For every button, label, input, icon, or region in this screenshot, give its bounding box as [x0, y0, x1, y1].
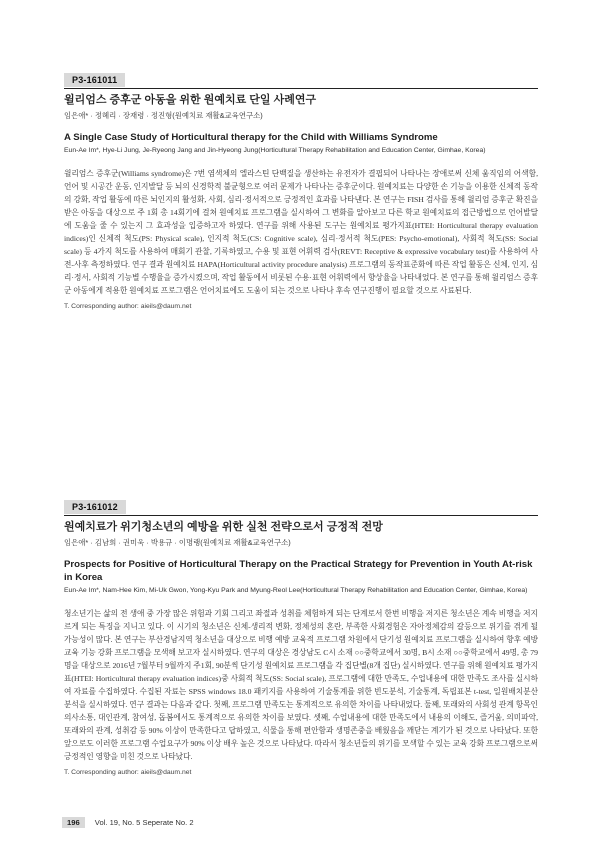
corresponding-author: T. Corresponding author: aieils@daum.net: [64, 303, 192, 310]
abstract-p3-161011: [64, 70, 538, 310]
english-title: Prospects for Positive of Horticultural Therapy on the Practical Strategy for Prevention in Youth At-risk in Korea: [64, 559, 533, 583]
english-authors: Eun-Ae Im*, Hye-Li Jung, Je-Ryeong Jang and Jin-Hyeong Jung(Horticultural Therapy Rehabilitation and Education Center, Gimhae, Korea): [64, 147, 486, 154]
korean-title: 원예치료가 위기청소년의 예방을 위한 실천 전략으로서 긍정적 전망: [64, 521, 383, 533]
abstract-body: 윌리엄스 증후군(Williams syndrome)은 7번 염색체의 엘라스틴 단백질을 생산하는 유전자가 결핍되어 나타나는 장애로써 신체 움직임의 어색함, 언어 및 시공간 운동, 인지발달 등 뇌의 신경학적 불균형으로 여러 문제가 나타나는 증후군이다. 원예치료는 다양한 손 기능을 이용한 신체적 동작의 강화, 작업 활동에 따른 뇌인지의 활성화, 사회, 심리·정서적으로 긍정적인 효과를 나타낸다. 본 연구는 FISH 검사를 통해 윌리엄 증후군 확진을 받은 아동을 대상으로 주 1회 총 14회기에 걸쳐 원예치료 프로그램을 실시하여 그 변화를 알아보고 다른 학교 원예치료의 접근방법으로 언어발달에 도움을 줄 수 있는지 그 효과성을 입증하고자 하였다. 연구를 위해 사용된 도구는 원예치료 평가지표(HTEI: Horticultural therapy evaluation indices)인 신체적 척도(PS: Physical scale), 인지적 척도(CS: Cognitive scale), 심리·정서적 척도(PES: Psycho-emotional), 사회적 척도(SS: Social scale) 등 4가지 척도를 사용하여 매회기 관찰, 기록하였고, 수용 및 표현 어휘력 검사(REVT: Receptive & expressive vocabulary test)를 사용하여 사전-사후 측정하였다. 연구 결과 원예치료 HAPA(Horticultural activity procedure analysis) 프로그램의 동작표준화에 따른 작업 활동은 신체, 인지, 심리·정서, 사회적 기능별 수행율을 증가시켰으며, 작업 활동에서 비롯된 수용·표현 어휘력에서 향상율을 나타내었다. 본 연구를 통해 윌리엄스 증후군 아동에게 적용한 원예치료 프로그램은 언어치료에도 도움이 되는 것으로 나타나 후속 연구진행이 필요할 것으로 사료된다.: [64, 169, 538, 295]
journal-issue: Vol. 19, No. 5 Seperate No. 2: [94, 818, 194, 827]
korean-title: 윌리엄스 증후군 아동을 위한 원예치료 단일 사례연구: [64, 94, 317, 106]
english-title: A Single Case Study of Horticultural therapy for the Child with Williams Syndrome: [64, 132, 438, 143]
page-number: 196: [62, 817, 85, 828]
abstract-id-badge: P3-161012: [64, 500, 126, 514]
korean-authors: 임은애* · 김남희 · 권미욱 · 박용규 · 이명랭(원예치료 재활&교육연구소): [64, 538, 291, 547]
corresponding-author: T. Corresponding author: aieils@daum.net: [64, 769, 192, 776]
abstract-id-badge: P3-161011: [64, 73, 125, 87]
title-rule: [64, 515, 538, 516]
page-footer: [62, 817, 194, 828]
abstract-p3-161012: [64, 497, 538, 776]
abstract-body: 청소년기는 삶의 전 생애 중 가장 많은 위험과 기회 그리고 좌절과 성취를 체험하게 되는 단계로서 한번 비행을 저지른 청소년은 계속 비행을 저지르게 되는 특징을 지니고 있다. 이 시기의 청소년은 신체-생리적 변화, 정체성의 혼란, 부족한 사회경험은 자아정체감의 갈등으로 위기를 겪게 될 가능성이 많다. 본 연구는 부산경남지역 청소년을 대상으로 비행 예방 교육적 프로그램 차원에서 단기성 원예치료 프로그램을 실시하여 향후 예방 교육 기능 강화 프로그램을 모색해 보고자 실시하였다. 연구의 대상은 경상남도 C시 소재 ○○중학교에서 30명, B시 소재 ○○중학교에서 49명, 총 79명을 대상으로 2016년 7월부터 9월까지 주1회, 90분씩 단기성 원예치료 프로그램을 각 집단별(8개 집단) 실시하였다. 연구를 위해 원예치료 평가지표(HTEI: Horticultural therapy evaluation indices)중 사회적 척도(SS: Social scale), 프로그램에 대한 만족도, 수업내용에 대한 만족도 조사를 실시하여 자료를 수집하였다. 수집된 자료는 SPSS windows 18.0 패키지를 사용하여 기술통계를 위한 빈도분석, 기술통계, 독립표본 t-test, 일원배치분산분석을 실시하였다. 연구 결과는 다음과 같다. 첫째, 프로그램 만족도는 통계적으로 유의한 차이를 나타내었다. 둘째, 또래와의 사회성 관계 항목인 의사소통, 대인관계, 참여성, 돕봄에서도 통계적으로 유의한 차이를 보였다. 셋째, 수업내용에 대한 만족도에서 내용의 이해도, 즐거움, 의미파악, 또래와의 관계, 성취감 등 90% 이상이 만족한다고 답하였고, 식물을 통해 편안함과 생명존중을 배웠음을 깨닫는 계기가 된 것으로 나타났다. 또한 앞으로도 이러한 프로그램 수업요구가 90% 이상 배우 높은 것으로 나타났다. 따라서 청소년들의 위기를 모색할 수 있는 교육 강화 프로그램으로써 긍정적인 영향을 미친 것으로 나타났다.: [64, 609, 538, 761]
title-rule: [64, 88, 538, 89]
english-authors: Eun-Ae Im*, Nam-Hee Kim, Mi-Uk Gwon, Yong-Kyu Park and Myung-Reol Lee(Horticultural Therapy Rehabilitation and Education Center, Gimhae, Korea): [64, 587, 528, 594]
korean-authors: 임은애* · 정혜리 · 장재령 · 정진형(원예치료 재활&교육연구소): [64, 111, 263, 120]
